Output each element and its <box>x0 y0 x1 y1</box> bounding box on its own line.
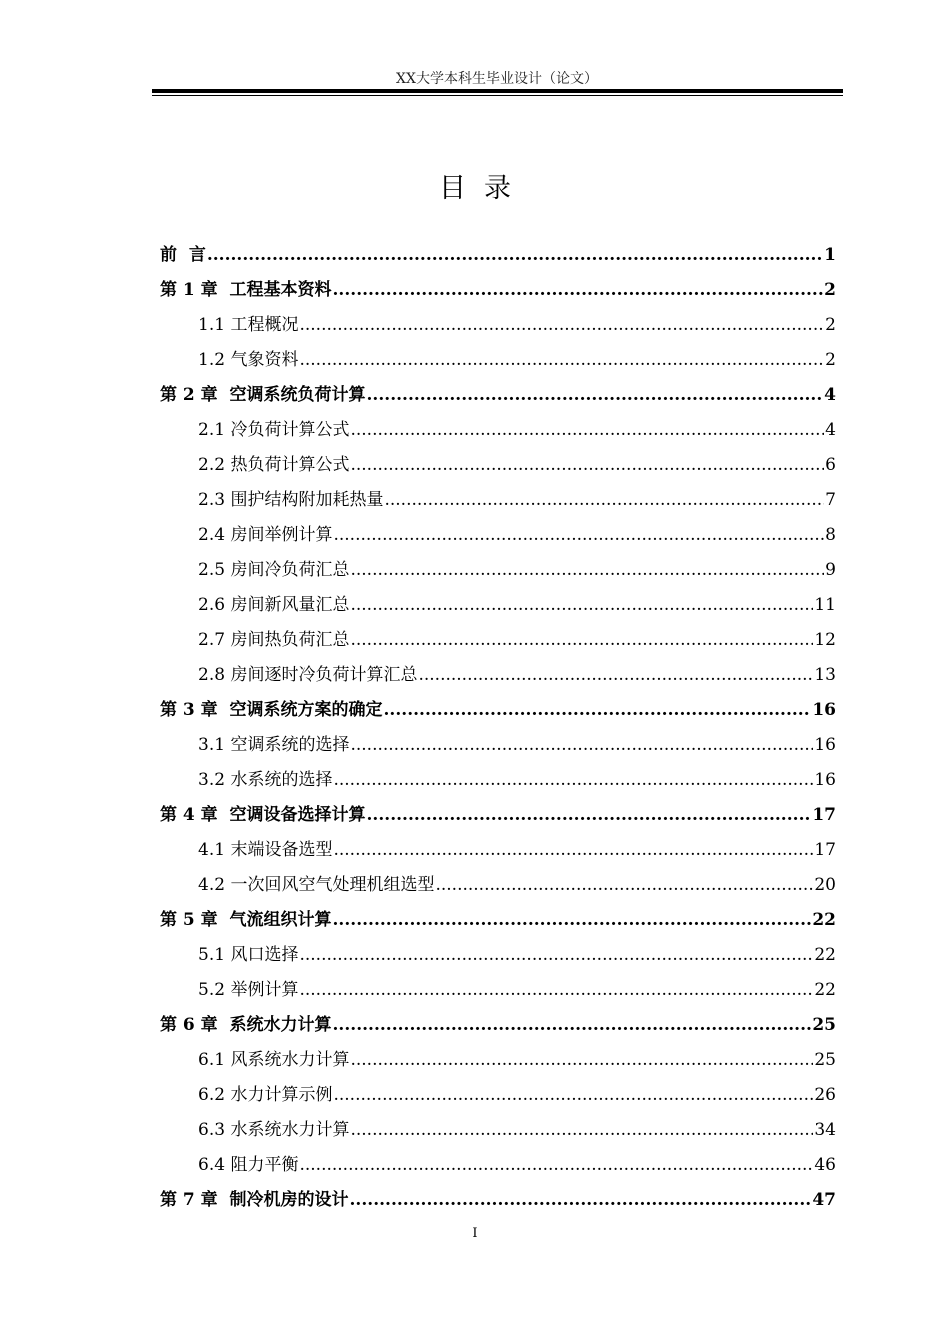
toc-dot-leader <box>350 553 824 588</box>
toc-section-entry[interactable] <box>160 518 836 553</box>
toc-section-entry[interactable] <box>160 1043 836 1078</box>
toc-dot-leader <box>350 448 824 483</box>
toc-dot-leader <box>333 1008 812 1043</box>
toc-entry-label: 4.1 末端设备选型 <box>198 840 333 860</box>
toc-entry-page: 25 <box>814 1050 836 1070</box>
toc-dot-leader <box>367 378 824 413</box>
toc-chapter-entry[interactable] <box>160 798 836 833</box>
toc-section-entry[interactable] <box>160 448 836 483</box>
toc-section-entry[interactable] <box>160 833 836 868</box>
toc-dot-leader <box>350 413 824 448</box>
toc-entry-page: 22 <box>814 980 836 1000</box>
toc-entry-label: 第 7 章 制冷机房的设计 <box>160 1190 349 1210</box>
toc-dot-leader <box>435 868 813 903</box>
toc-dot-leader <box>299 343 824 378</box>
toc-entry-page: 11 <box>814 595 836 615</box>
toc-entry-label: 6.1 风系统水力计算 <box>198 1050 350 1070</box>
toc-section-entry[interactable] <box>160 1078 836 1113</box>
toc-entry-label: 6.2 水力计算示例 <box>198 1085 333 1105</box>
toc-entry-label: 2.8 房间逐时冷负荷计算汇总 <box>198 665 418 685</box>
toc-entry-label: 2.6 房间新风量汇总 <box>198 595 350 615</box>
table-of-contents <box>160 238 836 1218</box>
toc-entry-label: 1.2 气象资料 <box>198 350 299 370</box>
toc-entry-label: 第 4 章 空调设备选择计算 <box>160 805 366 825</box>
toc-dot-leader <box>350 1113 813 1148</box>
toc-dot-leader <box>333 763 813 798</box>
toc-section-entry[interactable] <box>160 1113 836 1148</box>
toc-entry-label: 2.1 冷负荷计算公式 <box>198 420 350 440</box>
toc-entry-label: 2.2 热负荷计算公式 <box>198 455 350 475</box>
toc-dot-leader <box>333 1078 813 1113</box>
toc-entry-label: 第 6 章 系统水力计算 <box>160 1015 332 1035</box>
toc-entry-page: 4 <box>825 420 836 440</box>
toc-section-entry[interactable] <box>160 553 836 588</box>
toc-section-entry[interactable] <box>160 763 836 798</box>
toc-entry-page: 46 <box>814 1155 836 1175</box>
toc-entry-page: 16 <box>812 700 836 720</box>
page-header: XX大学本科生毕业设计（论文） <box>396 71 598 87</box>
toc-entry-label: 6.3 水系统水力计算 <box>198 1120 350 1140</box>
toc-dot-leader <box>384 483 824 518</box>
toc-entry-label: 2.3 围护结构附加耗热量 <box>198 490 384 510</box>
toc-dot-leader <box>299 973 813 1008</box>
toc-entry-page: 16 <box>814 735 836 755</box>
toc-section-entry[interactable] <box>160 728 836 763</box>
toc-dot-leader <box>350 588 813 623</box>
toc-entry-page: 1 <box>824 245 836 265</box>
toc-entry-page: 2 <box>825 315 836 335</box>
toc-entry-page: 17 <box>814 840 836 860</box>
toc-chapter-entry[interactable] <box>160 903 836 938</box>
toc-chapter-entry[interactable] <box>160 693 836 728</box>
toc-entry-label: 第 1 章 工程基本资料 <box>160 280 332 300</box>
toc-chapter-entry[interactable] <box>160 1008 836 1043</box>
toc-dot-leader <box>299 1148 813 1183</box>
toc-entry-label: 2.4 房间举例计算 <box>198 525 333 545</box>
toc-entry-label: 2.7 房间热负荷汇总 <box>198 630 350 650</box>
toc-dot-leader <box>333 903 812 938</box>
toc-entry-page: 2 <box>824 280 836 300</box>
toc-entry-page: 20 <box>814 875 836 895</box>
toc-dot-leader <box>299 938 813 973</box>
toc-dot-leader <box>299 308 824 343</box>
toc-section-entry[interactable] <box>160 623 836 658</box>
toc-entry-page: 8 <box>825 525 836 545</box>
toc-section-entry[interactable] <box>160 483 836 518</box>
toc-chapter-entry[interactable] <box>160 273 836 308</box>
header-rule-thin <box>152 95 843 96</box>
toc-dot-leader <box>350 1183 812 1218</box>
toc-entry-label: 3.2 水系统的选择 <box>198 770 333 790</box>
toc-entry-page: 26 <box>814 1085 836 1105</box>
toc-entry-page: 9 <box>825 560 836 580</box>
toc-section-entry[interactable] <box>160 973 836 1008</box>
toc-entry-page: 13 <box>814 665 836 685</box>
toc-section-entry[interactable] <box>160 658 836 693</box>
toc-entry-page: 47 <box>812 1190 836 1210</box>
toc-entry-label: 2.5 房间冷负荷汇总 <box>198 560 350 580</box>
toc-entry-label: 5.1 风口选择 <box>198 945 299 965</box>
toc-chapter-entry[interactable] <box>160 378 836 413</box>
toc-entry-label: 第 3 章 空调系统方案的确定 <box>160 700 383 720</box>
toc-section-entry[interactable] <box>160 868 836 903</box>
toc-section-entry[interactable] <box>160 938 836 973</box>
toc-entry-page: 25 <box>812 1015 836 1035</box>
toc-entry-label: 1.1 工程概况 <box>198 315 299 335</box>
toc-entry-page: 4 <box>824 385 836 405</box>
toc-dot-leader <box>350 1043 813 1078</box>
toc-dot-leader <box>384 693 812 728</box>
toc-section-entry[interactable] <box>160 308 836 343</box>
toc-entry-page: 22 <box>814 945 836 965</box>
toc-entry-page: 7 <box>825 490 836 510</box>
toc-dot-leader <box>350 728 813 763</box>
toc-dot-leader <box>367 798 812 833</box>
toc-entry-page: 22 <box>812 910 836 930</box>
toc-entry-label: 5.2 举例计算 <box>198 980 299 1000</box>
toc-entry-label: 前 言 <box>160 245 206 265</box>
toc-entry-label: 3.1 空调系统的选择 <box>198 735 350 755</box>
toc-dot-leader <box>350 623 813 658</box>
header-rule-thick <box>152 89 843 93</box>
toc-entry-page: 17 <box>812 805 836 825</box>
toc-dot-leader <box>333 833 813 868</box>
toc-dot-leader <box>333 518 824 553</box>
page-number: I <box>472 1226 478 1241</box>
toc-section-entry[interactable] <box>160 413 836 448</box>
toc-entry-page: 6 <box>825 455 836 475</box>
toc-title: 目录 <box>439 173 529 204</box>
toc-dot-leader <box>333 273 824 308</box>
toc-section-entry[interactable] <box>160 1148 836 1183</box>
toc-entry-page: 12 <box>814 630 836 650</box>
toc-entry-page: 34 <box>814 1120 836 1140</box>
toc-entry-page: 16 <box>814 770 836 790</box>
toc-entry-label: 4.2 一次回风空气处理机组选型 <box>198 875 435 895</box>
toc-entry-page: 2 <box>825 350 836 370</box>
toc-section-entry[interactable] <box>160 343 836 378</box>
toc-chapter-entry[interactable] <box>160 1183 836 1218</box>
toc-entry-label: 6.4 阻力平衡 <box>198 1155 299 1175</box>
toc-dot-leader <box>207 238 823 273</box>
toc-chapter-entry[interactable] <box>160 238 836 273</box>
toc-dot-leader <box>418 658 813 693</box>
toc-section-entry[interactable] <box>160 588 836 623</box>
toc-entry-label: 第 5 章 气流组织计算 <box>160 910 332 930</box>
toc-entry-label: 第 2 章 空调系统负荷计算 <box>160 385 366 405</box>
